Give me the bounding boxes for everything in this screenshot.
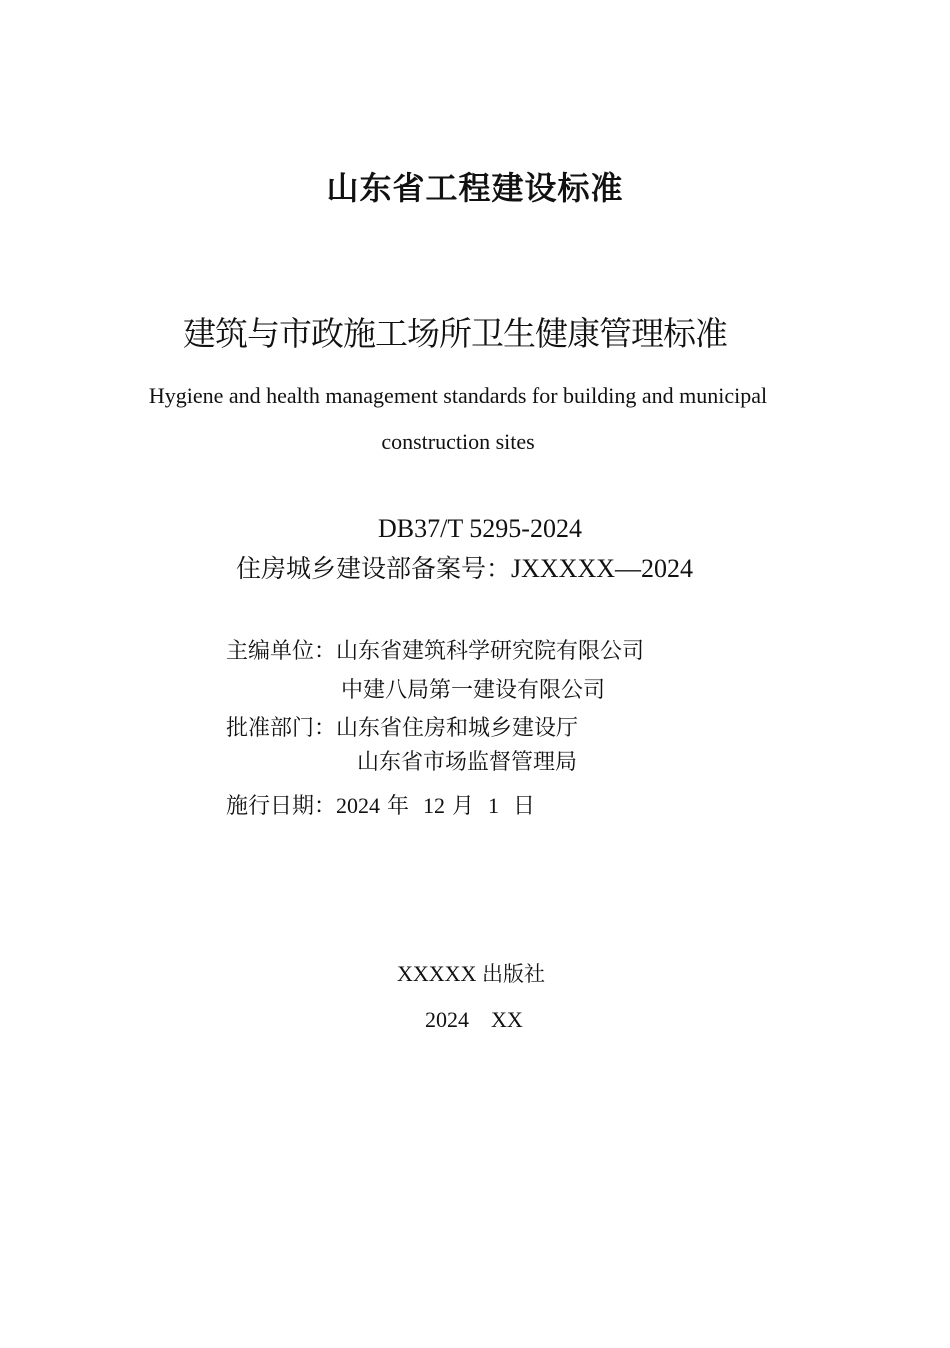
editor-unit-line-2 [341,677,605,705]
approval-dept-line-1 [226,715,578,743]
standard-number: DB37/T 5295-2024 [378,514,582,543]
effective-year: 2024 [336,793,381,818]
editor-label: 主编单位： [226,639,337,664]
approval-dept-line-2 [357,749,577,777]
editor-unit-2: 中建八局第一建设有限公司 [341,678,606,703]
series-title: 山东省工程建设标准 [326,169,624,207]
filing-label: 住房城乡建设部备案号： [236,554,512,583]
main-title: 建筑与市政施工场所卫生健康管理标准 [183,314,727,353]
publisher-name [397,960,545,988]
english-title-line-2: construction sites [381,429,535,454]
effective-month: 12 [423,793,446,818]
english-title-line-1: Hygiene and health management standards for building and municipal [148,383,768,408]
approval-dept-2: 山东省市场监督管理局 [357,750,578,775]
editor-unit-1: 山东省建筑科学研究院有限公司 [336,639,645,664]
publication-date [425,1006,523,1034]
year-char: 年 [387,794,410,819]
day-char: 日 [513,794,536,819]
filing-number: JXXXXX—2024 [511,554,694,583]
publication-year: 2024 [425,1007,469,1032]
approval-label: 批准部门： [226,716,337,741]
effective-label: 施行日期： [226,794,337,819]
effective-day: 1 [488,793,500,818]
publisher-suffix: 出版社 [481,962,545,986]
approval-dept-1: 山东省住房和城乡建设厅 [336,716,579,741]
effective-date-line [226,792,535,821]
month-char: 月 [452,794,475,819]
filing-number-line [236,553,693,585]
editor-unit-line-1 [226,638,644,666]
publication-month: XX [491,1007,523,1032]
publisher-placeholder: XXXXX [397,961,477,986]
